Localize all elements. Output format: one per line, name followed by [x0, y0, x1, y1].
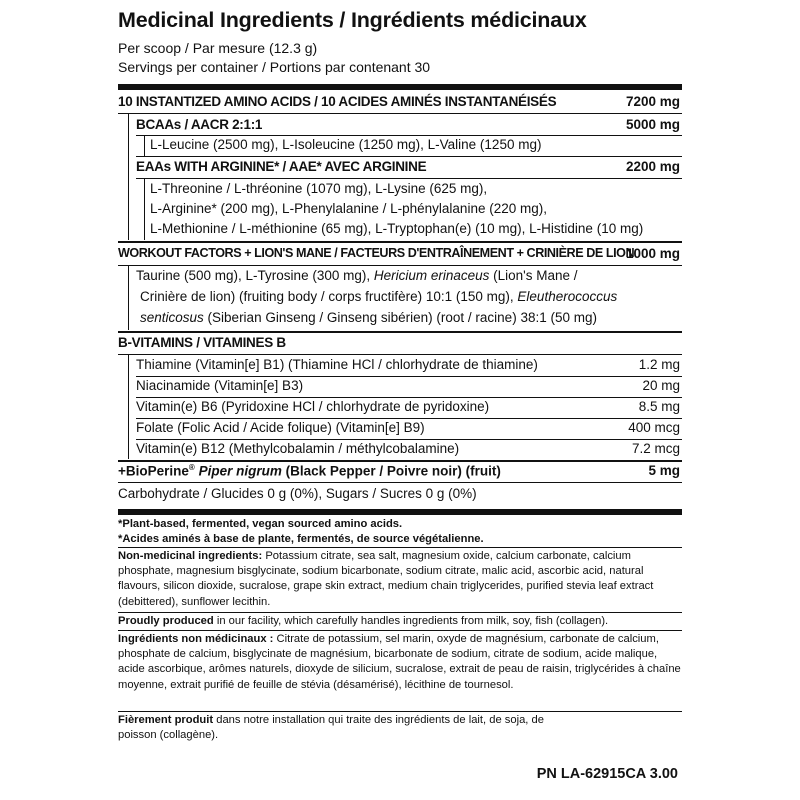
section-rule — [118, 331, 682, 333]
section-rule — [118, 241, 682, 243]
ingredients-panel — [110, 0, 690, 800]
divider — [118, 354, 682, 355]
bcaa-label: BCAAs / AACR 2:1:1 — [136, 117, 263, 132]
panel-title: Medicinal Ingredients / Ingrédients médicinaux — [118, 8, 587, 32]
eaa-label: EAAs WITH ARGININE* / AAE* AVEC ARGININE — [136, 159, 427, 174]
workout-detail-3: senticosus (Siberian Ginseng / Ginseng sibérien) (root / racine) 38:1 (50 mg) — [140, 310, 597, 325]
workout-detail-2: Crinière de lion) (fruiting body / corps fructifère) 10:1 (150 mg), Eleutherococcus — [140, 289, 618, 304]
bcaa-value: 5000 mg — [625, 117, 680, 132]
divider — [136, 397, 682, 398]
eaa-value: 2200 mg — [625, 159, 680, 174]
eaa-detail-1: L-Threonine / L-thréonine (1070 mg), L-Lysine (625 mg), — [150, 181, 488, 196]
divider — [136, 178, 682, 179]
carbs-row: Carbohydrate / Glucides 0 g (0%), Sugars / Sucres 0 g (0%) — [118, 486, 477, 501]
workout-detail-1: Taurine (500 mg), L-Tyrosine (300 mg), Hericium erinaceus (Lion's Mane / — [136, 268, 578, 283]
section-rule — [118, 460, 682, 462]
divider — [118, 482, 682, 483]
divider — [136, 156, 682, 157]
amino-value: 7200 mg — [625, 94, 680, 109]
bcaa-row — [136, 117, 682, 135]
indent-bar — [144, 179, 145, 240]
fierement-produit: Fièrement produit dans notre installation qui traite des ingrédients de lait, de soja, de poisson (collagène). — [118, 714, 544, 742]
serving-size: Per scoop / Par mesure (12.3 g) — [118, 40, 318, 56]
divider — [118, 547, 682, 548]
vitamin-row: Folate (Folic Acid / Acide folique) (Vitamin[e] B9) 400 mcg — [136, 420, 680, 435]
ingredients-non-medicinaux: Ingrédients non médicinaux : Citrate de potassium, sel marin, oxyde de magnésium, carbonate de calcium, phosphate de calcium, bisglycinate de magnésium, bicarbonate de sodium, citrate de sodium, acide malique, acide ascorbique, arômes naturels, dioxyde de silicium, sucralose, extrait de peau de raisin, triglycérides à chaîne moyenne, extrait purifié de feuille de stévia (désamérisé), lécithine de tournesol. — [118, 633, 681, 691]
bioperine-row: +BioPerine® Piper nigrum (Black Pepper / Poivre noir) (fruit) 5 mg — [118, 463, 680, 479]
divider — [118, 630, 682, 631]
vitamins-label: B-VITAMINS / VITAMINES B — [118, 335, 286, 350]
workout-label: WORKOUT FACTORS + LION'S MANE / FACTEURS D'ENTRAÎNEMENT + CRINIÈRE DE LION — [118, 246, 635, 260]
divider — [136, 376, 682, 377]
eaa-detail-2: L-Arginine* (200 mg), L-Phenylalanine / L-phénylalanine (220 mg), — [150, 201, 547, 216]
vitamin-row: Thiamine (Vitamin[e] B1) (Thiamine HCl / chlorhydrate de thiamine) 1.2 mg — [136, 357, 680, 372]
workout-value: 1000 mg — [625, 246, 680, 261]
workout-row — [118, 246, 682, 264]
bcaa-detail: L-Leucine (2500 mg), L-Isoleucine (1250 mg), L-Valine (1250 mg) — [150, 137, 542, 152]
indent-bar — [128, 266, 129, 330]
vitamin-row: Vitamin(e) B12 (Methylcobalamin / méthylcobalamine) 7.2 mcg — [136, 441, 680, 456]
divider — [118, 113, 682, 114]
vitamins-row — [118, 335, 682, 353]
divider — [118, 612, 682, 613]
divider — [136, 439, 682, 440]
divider — [118, 711, 682, 712]
thick-rule — [118, 509, 682, 515]
indent-bar — [144, 136, 145, 156]
eaa-detail-3: L-Methionine / L-méthionine (65 mg), L-Tryptophan(e) (10 mg), L-Histidine (10 mg) — [150, 221, 644, 236]
divider — [136, 135, 682, 136]
indent-bar — [128, 114, 129, 240]
eaa-row — [136, 159, 682, 177]
servings-per-container: Servings per container / Portions par contenant 30 — [118, 59, 431, 75]
divider — [136, 418, 682, 419]
vitamin-row: Vitamin(e) B6 (Pyridoxine HCl / chlorhydrate de pyridoxine) 8.5 mg — [136, 399, 680, 414]
proudly-produced: Proudly produced in our facility, which carefully handles ingredients from milk, soy, fish (collagen). — [118, 615, 609, 627]
part-number: PN LA-62915CA 3.00 — [536, 766, 678, 782]
non-medicinal-ingredients: Non-medicinal ingredients: Potassium citrate, sea salt, magnesium oxide, calcium carbonate, calcium phosphate, magnesium bisglycinate, sodium bicarbonate, sodium citrate, malic acid, ascorbic acid, natural flavours, silicon dioxide, sucralose, grape skin extract, medium chain triglycerides, purified stevia leaf extract (debittered), sunflower lecithin. — [118, 550, 654, 608]
indent-bar — [128, 355, 129, 459]
amino-row — [118, 94, 682, 112]
amino-label: 10 INSTANTIZED AMINO ACIDS / 10 ACIDES AMINÉS INSTANTANÉISÉS — [118, 94, 557, 109]
vitamin-row: Niacinamide (Vitamin[e] B3) 20 mg — [136, 378, 680, 393]
divider — [118, 265, 682, 266]
footnote: *Plant-based, fermented, vegan sourced amino acids. *Acides aminés à base de plante, fermentés, de source végétalienne. — [118, 518, 484, 546]
thick-rule — [118, 84, 682, 90]
